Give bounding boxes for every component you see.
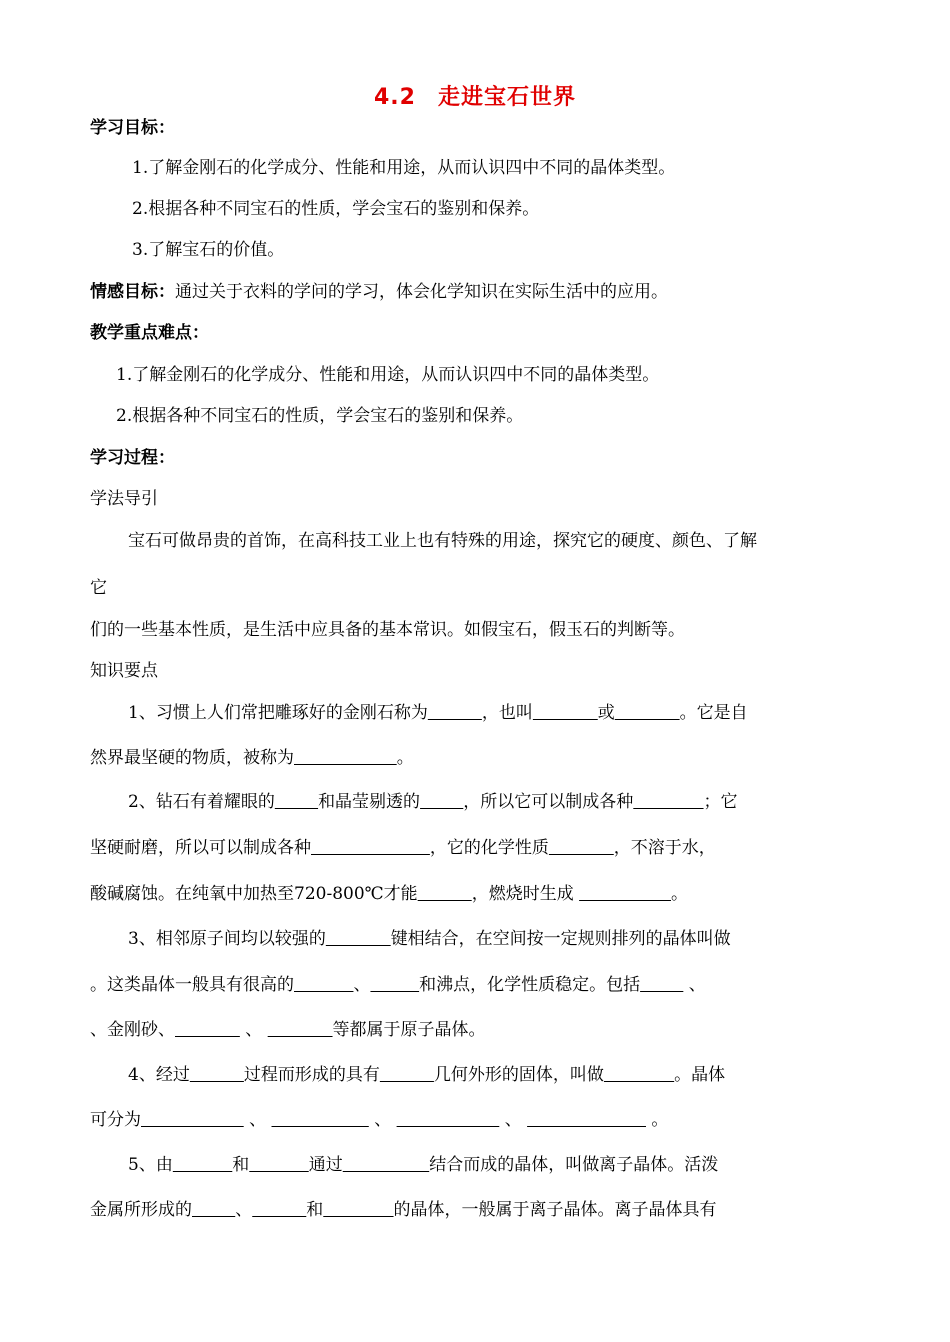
question-text: ，燃烧时生成 (471, 884, 574, 904)
question-text: 、 (235, 1200, 253, 1220)
title-text: 走进宝石世界 (437, 85, 576, 110)
question-text: 几何外形的固体，叫做 (433, 1065, 604, 1085)
blank-field[interactable] (397, 1110, 500, 1130)
question-text: 过程而形成的具有 (243, 1065, 380, 1085)
question-text: 、 (374, 1110, 392, 1130)
question-text: 3、相邻原子间均以较强的 (128, 929, 326, 949)
question-text: 键相结合，在空间按一定规则排列的晶体叫做 (390, 929, 731, 949)
question-text: 和晶莹剔透的 (318, 792, 421, 812)
page-title (0, 80, 950, 111)
emotion-objective (90, 280, 668, 304)
blank-field[interactable] (615, 703, 680, 723)
question-text: 酸碱腐蚀。在纯氧中加热至720-800℃才能 (90, 884, 418, 904)
blank-field[interactable] (527, 1110, 646, 1130)
question-text: ，它的化学性质 (429, 838, 549, 858)
blank-field[interactable] (141, 1110, 244, 1130)
question-text: 。 (396, 748, 414, 768)
blank-field[interactable] (640, 975, 683, 995)
question-text: ，所以它可以制成各种 (463, 792, 634, 812)
blank-field[interactable] (533, 703, 598, 723)
question-3-line-2 (90, 973, 706, 997)
question-text: 1、习惯上人们常把雕琢好的金刚石称为 (128, 703, 428, 723)
question-1-line-1 (128, 701, 748, 725)
process-heading: 学习过程： (90, 448, 175, 468)
question-text: 、 (504, 1110, 522, 1130)
question-text: 、金刚砂、 (90, 1020, 175, 1040)
question-text: 然界最坚硬的物质，被称为 (90, 748, 294, 768)
objective-item: 2.根据各种不同宝石的性质，学会宝石的鉴别和保养。 (132, 199, 540, 219)
blank-field[interactable] (294, 748, 397, 768)
guide-heading: 学法导引 (90, 489, 158, 509)
question-2-line-2 (90, 836, 716, 860)
question-text: ，不溶于水， (613, 838, 716, 858)
blank-field[interactable] (272, 1110, 369, 1130)
question-5-line-2 (90, 1198, 717, 1222)
question-text: 、 (353, 975, 371, 995)
question-3-line-1 (128, 927, 731, 951)
blank-field[interactable] (420, 792, 463, 812)
blank-field[interactable] (604, 1065, 674, 1085)
question-text: ；它 (703, 792, 738, 812)
question-text: 金属所形成的 (90, 1200, 192, 1220)
question-text: 可分为 (90, 1110, 141, 1130)
guide-paragraph-line: 它 (90, 578, 107, 598)
blank-field[interactable] (428, 703, 482, 723)
objective-item: 1.了解金刚石的化学成分、性能和用途，从而认识四中不同的晶体类型。 (132, 158, 676, 178)
blank-field[interactable] (418, 884, 472, 904)
question-text: 和 (232, 1155, 250, 1175)
blank-field[interactable] (633, 792, 703, 812)
question-text: 。这类晶体一般具有很高的 (90, 975, 294, 995)
question-text: 等都属于原子晶体。 (332, 1020, 486, 1040)
key-points-heading: 教学重点难点： (90, 323, 209, 343)
blank-field[interactable] (294, 975, 353, 995)
question-3-line-3 (90, 1018, 486, 1042)
blank-field[interactable] (190, 1065, 244, 1085)
key-point-item: 1.了解金刚石的化学成分、性能和用途，从而认识四中不同的晶体类型。 (116, 365, 660, 385)
guide-paragraph-line: 宝石可做昂贵的首饰，在高科技工业上也有特殊的用途，探究它的硬度、颜色、了解 (128, 531, 757, 551)
question-text: 的晶体，一般属于离子晶体。离子晶体具有 (393, 1200, 717, 1220)
question-2-line-3 (90, 882, 688, 906)
emotion-heading: 情感目标： (90, 282, 175, 302)
blank-field[interactable] (323, 1200, 393, 1220)
blank-field[interactable] (175, 1020, 240, 1040)
blank-field[interactable] (173, 1155, 232, 1175)
objective-item: 3.了解宝石的价值。 (132, 240, 285, 260)
blank-field[interactable] (268, 1020, 333, 1040)
question-text: 、 (688, 975, 706, 995)
title-number: 4.2 (374, 85, 416, 110)
blank-field[interactable] (579, 884, 671, 904)
question-4-line-1 (128, 1063, 725, 1087)
question-2-line-1 (128, 790, 738, 814)
blank-field[interactable] (192, 1200, 235, 1220)
question-text: 2、钻石有着耀眼的 (128, 792, 275, 812)
question-1-line-2 (90, 746, 414, 770)
key-point-item: 2.根据各种不同宝石的性质，学会宝石的鉴别和保养。 (116, 406, 524, 426)
question-text: 坚硬耐磨，所以可以制成各种 (90, 838, 311, 858)
question-text: 和沸点，化学性质稳定。包括 (419, 975, 641, 995)
question-text: 。它是自 (679, 703, 748, 723)
question-text: 、 (245, 1020, 263, 1040)
question-4-line-2 (90, 1108, 668, 1132)
blank-field[interactable] (326, 929, 391, 949)
objectives-heading: 学习目标： (90, 118, 175, 138)
blank-field[interactable] (311, 838, 430, 858)
question-text: 或 (597, 703, 615, 723)
question-text: 4、经过 (128, 1065, 190, 1085)
question-text: 结合而成的晶体，叫做离子晶体。活泼 (429, 1155, 719, 1175)
blank-field[interactable] (249, 1155, 308, 1175)
blank-field[interactable] (380, 1065, 434, 1085)
question-text: ，也叫 (481, 703, 533, 723)
knowledge-heading: 知识要点 (90, 661, 158, 681)
blank-field[interactable] (370, 975, 419, 995)
emotion-text: 通过关于衣料的学问的学习，体会化学知识在实际生活中的应用。 (175, 282, 668, 302)
blank-field[interactable] (275, 792, 318, 812)
question-5-line-1 (128, 1153, 718, 1177)
question-text: 、 (249, 1110, 267, 1130)
question-text: 。晶体 (674, 1065, 726, 1085)
question-text: 通过 (308, 1155, 343, 1175)
blank-field[interactable] (549, 838, 614, 858)
blank-field[interactable] (252, 1200, 306, 1220)
question-text: 5、由 (128, 1155, 173, 1175)
question-text: 。 (670, 884, 688, 904)
question-text: 和 (306, 1200, 324, 1220)
question-text: 。 (651, 1110, 669, 1130)
blank-field[interactable] (343, 1155, 429, 1175)
guide-paragraph-line: 们的一些基本性质，是生活中应具备的基本常识。如假宝石，假玉石的判断等。 (90, 620, 685, 640)
